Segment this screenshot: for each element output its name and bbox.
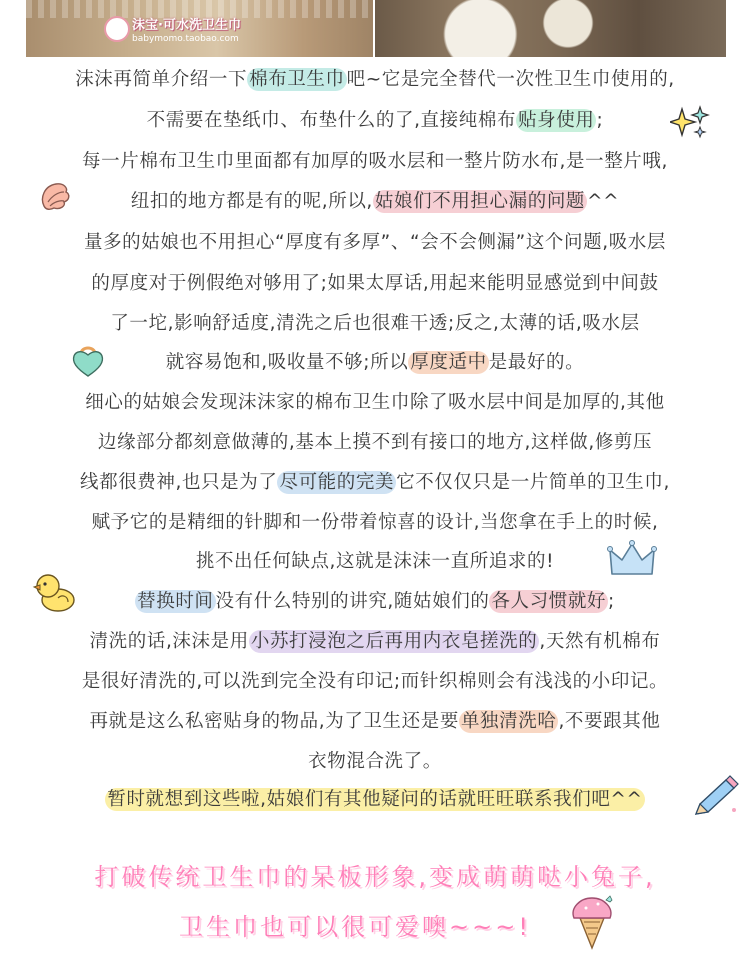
text-line: 细心的姑娘会发现沫沫家的棉布卫生巾除了吸水层中间是加厚的,其他 bbox=[85, 392, 665, 413]
shop-logo bbox=[104, 10, 284, 50]
text-line: 纽扣的地方都是有的呢,所以, 姑娘们不用担心漏的问题 ^^ bbox=[130, 191, 620, 212]
slogan-line-2: 卫生巾也可以很可爱噢~~~! bbox=[179, 913, 531, 941]
text-line: 的厚度对于例假绝对够用了;如果太厚话,用起来能明显感觉到中间鼓 bbox=[91, 273, 659, 294]
highlight-no-leak: 姑娘们不用担心漏的问题 bbox=[374, 191, 586, 212]
text-line: 赋予它的是精细的针脚和一份带着惊喜的设计,当您拿在手上的时候, bbox=[91, 512, 659, 533]
ice-cream-icon bbox=[566, 890, 618, 952]
text-line: 替换时间 没有什么特别的讲究,随姑娘们的 各人习惯就好 ; bbox=[137, 591, 615, 612]
product-photo-left bbox=[26, 0, 373, 57]
highlight-habit: 各人习惯就好 bbox=[491, 591, 607, 612]
highlight-direct-use: 贴身使用 bbox=[518, 110, 595, 131]
text-line bbox=[0, 786, 750, 814]
highlight-contact-us: 暂时就想到这些啦,姑娘们有其他疑问的话就旺旺联系我们吧^^ bbox=[107, 789, 643, 810]
text-line: 挑不出任何缺点,这就是沫沫一直所追求的! bbox=[195, 551, 555, 572]
pencil-icon bbox=[690, 774, 740, 820]
highlight-separate-wash: 单独清洗哈 bbox=[460, 711, 557, 732]
text-line: 是很好清洗的,可以洗到完全没有印记;而针织棉则会有浅浅的小印记。 bbox=[81, 671, 669, 692]
heart-lock-icon bbox=[70, 340, 106, 380]
highlight-thickness: 厚度适中 bbox=[410, 352, 487, 373]
text-line: 不需要在垫纸巾、布垫什么的了,直接纯棉布 贴身使用 ; bbox=[146, 110, 604, 131]
text-line: 再就是这么私密贴身的物品,为了卫生还是要 单独清洗哈 ,不要跟其他 bbox=[89, 711, 661, 732]
highlight-washing: 小苏打浸泡之后再用内衣皂搓洗的 bbox=[250, 631, 538, 652]
header-banner bbox=[26, 0, 726, 57]
text-line: 清洗的话,沫沫是用 小苏打浸泡之后再用内衣皂搓洗的 ,天然有机棉布 bbox=[89, 631, 661, 652]
highlight-cotton-pad: 棉布卫生巾 bbox=[249, 69, 345, 90]
highlight-replace-time: 替换时间 bbox=[137, 591, 214, 612]
wing-icon bbox=[38, 180, 72, 214]
text-line: 沫沫再简单介绍一下 棉布卫生巾 吧~它是完全替代一次性卫生巾使用的, bbox=[75, 69, 675, 90]
cotton-photo-right bbox=[375, 0, 726, 57]
crown-icon bbox=[607, 538, 657, 580]
text-line: 量多的姑娘也不用担心“厚度有多厚”、“会不会侧漏”这个问题,吸水层 bbox=[83, 232, 667, 253]
highlight-perfect: 尽可能的完美 bbox=[279, 472, 395, 493]
slogan-line-1: 打破传统卫生巾的呆板形象,变成萌萌哒小兔子, bbox=[94, 863, 656, 891]
text-line: 每一片棉布卫生巾里面都有加厚的吸水层和一整片防水布,是一整片哦, bbox=[82, 151, 668, 172]
sparkle-stars-icon bbox=[670, 105, 710, 141]
text-line: 就容易饱和,吸收量不够;所以 厚度适中 是最好的。 bbox=[165, 352, 585, 373]
text-line: 了一坨,影响舒适度,清洗之后也很难干透;反之,太薄的话,吸水层 bbox=[110, 313, 640, 334]
logo-text: 沫宝·可水洗卫生巾 bbox=[132, 18, 241, 33]
text-line: 边缘部分都刻意做薄的,基本上摸不到有接口的地方,这样做,修剪压 bbox=[97, 432, 653, 453]
duck-icon bbox=[30, 570, 78, 614]
text-line: 衣物混合洗了。 bbox=[308, 751, 442, 772]
bunny-logo-icon bbox=[104, 16, 130, 42]
text-line: 线都很费神,也只是为了 尽可能的完美 它不仅仅只是一片简单的卫生巾, bbox=[80, 472, 670, 493]
logo-url: babymomo.taobao.com bbox=[132, 34, 239, 44]
